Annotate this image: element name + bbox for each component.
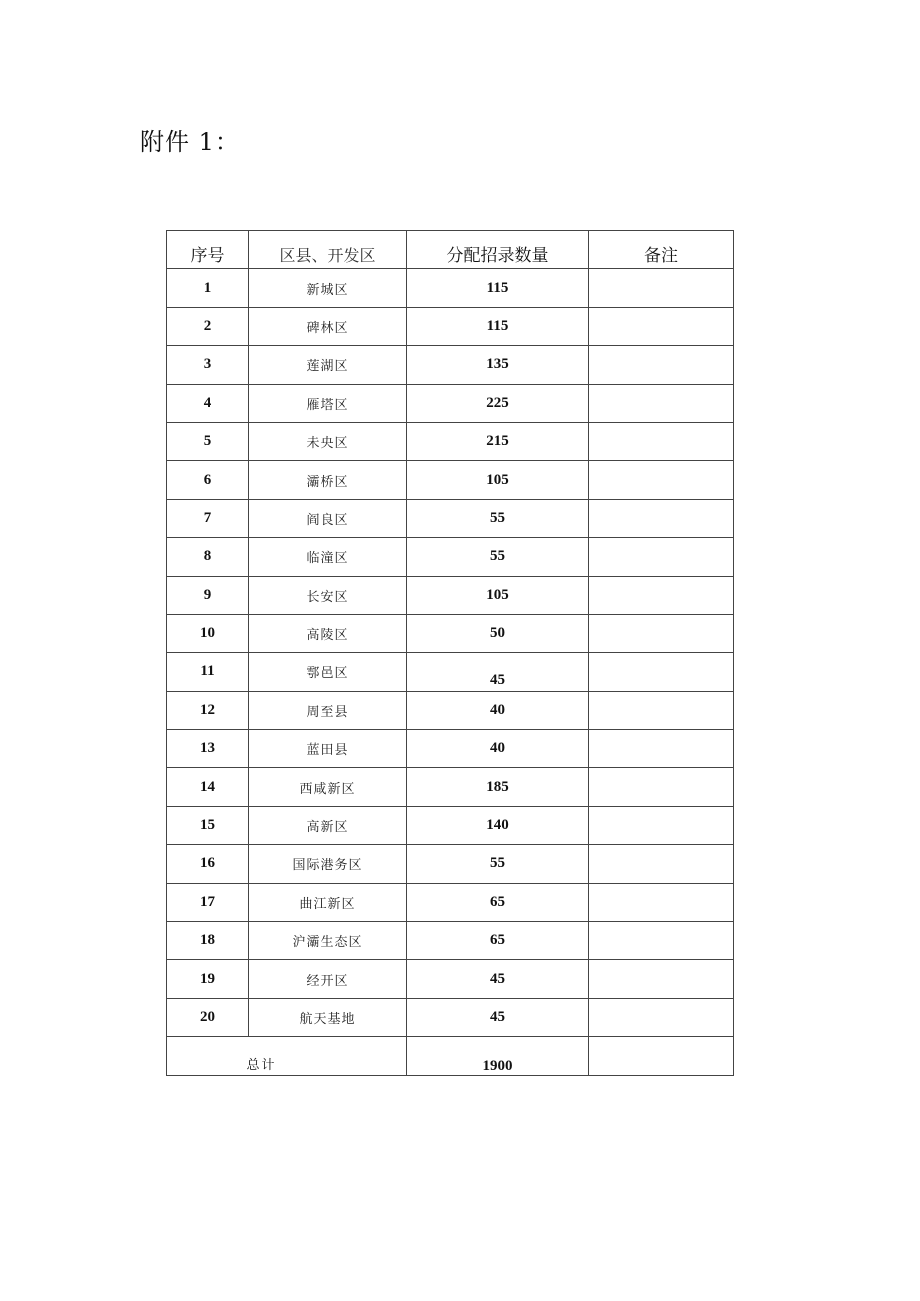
cell-remarks (589, 691, 734, 729)
cell-district: 新城区 (249, 269, 407, 307)
cell-amount: 105 (407, 461, 589, 499)
table-row (167, 269, 734, 307)
cell-seq: 12 (167, 691, 249, 729)
header-remarks: 备注 (589, 231, 734, 269)
cell-district: 碑林区 (249, 307, 407, 345)
cell-district: 西咸新区 (249, 768, 407, 806)
cell-district: 周至县 (249, 691, 407, 729)
table-row (167, 998, 734, 1036)
header-district: 区县、开发区 (249, 231, 407, 269)
cell-amount: 215 (407, 422, 589, 460)
cell-amount: 55 (407, 845, 589, 883)
cell-seq: 7 (167, 499, 249, 537)
cell-remarks (589, 269, 734, 307)
quota-table (166, 230, 734, 1076)
cell-district: 鄠邑区 (249, 653, 407, 691)
total-row (167, 1037, 734, 1075)
total-label: 总计 (167, 1037, 407, 1075)
cell-seq: 11 (167, 653, 249, 691)
table-row (167, 922, 734, 960)
cell-district: 高新区 (249, 806, 407, 844)
cell-seq: 18 (167, 922, 249, 960)
cell-seq: 15 (167, 806, 249, 844)
cell-seq: 9 (167, 576, 249, 614)
cell-remarks (589, 422, 734, 460)
header-amount: 分配招录数量 (407, 231, 589, 269)
cell-amount: 55 (407, 538, 589, 576)
cell-amount: 140 (407, 806, 589, 844)
cell-amount: 45 (407, 653, 589, 691)
cell-remarks (589, 538, 734, 576)
cell-amount: 185 (407, 768, 589, 806)
cell-district: 沪灞生态区 (249, 922, 407, 960)
cell-seq: 3 (167, 346, 249, 384)
cell-amount: 135 (407, 346, 589, 384)
cell-district: 阎良区 (249, 499, 407, 537)
cell-amount: 65 (407, 922, 589, 960)
cell-remarks (589, 653, 734, 691)
total-amount: 1900 (407, 1037, 589, 1075)
cell-district: 高陵区 (249, 614, 407, 652)
cell-amount: 50 (407, 614, 589, 652)
cell-seq: 8 (167, 538, 249, 576)
header-seq: 序号 (167, 231, 249, 269)
cell-remarks (589, 499, 734, 537)
cell-amount: 45 (407, 998, 589, 1036)
table-row (167, 422, 734, 460)
cell-district: 经开区 (249, 960, 407, 998)
cell-remarks (589, 384, 734, 422)
table-row (167, 346, 734, 384)
table-row (167, 960, 734, 998)
cell-district: 蓝田县 (249, 730, 407, 768)
cell-seq: 19 (167, 960, 249, 998)
cell-amount: 40 (407, 730, 589, 768)
cell-remarks (589, 576, 734, 614)
cell-remarks (589, 883, 734, 921)
cell-district: 曲江新区 (249, 883, 407, 921)
cell-seq: 20 (167, 998, 249, 1036)
cell-amount: 225 (407, 384, 589, 422)
cell-amount: 45 (407, 960, 589, 998)
cell-seq: 16 (167, 845, 249, 883)
table-row (167, 653, 734, 691)
table-row (167, 384, 734, 422)
cell-remarks (589, 461, 734, 499)
cell-seq: 4 (167, 384, 249, 422)
cell-district: 雁塔区 (249, 384, 407, 422)
cell-seq: 13 (167, 730, 249, 768)
table-row (167, 768, 734, 806)
cell-remarks (589, 768, 734, 806)
table-row (167, 499, 734, 537)
cell-district: 国际港务区 (249, 845, 407, 883)
cell-remarks (589, 960, 734, 998)
cell-seq: 2 (167, 307, 249, 345)
cell-district: 长安区 (249, 576, 407, 614)
cell-amount: 105 (407, 576, 589, 614)
table-row (167, 691, 734, 729)
cell-seq: 14 (167, 768, 249, 806)
total-remarks (589, 1037, 734, 1075)
cell-remarks (589, 922, 734, 960)
table-row (167, 614, 734, 652)
cell-remarks (589, 730, 734, 768)
cell-amount: 115 (407, 269, 589, 307)
cell-district: 莲湖区 (249, 346, 407, 384)
table-row (167, 538, 734, 576)
cell-seq: 1 (167, 269, 249, 307)
cell-remarks (589, 845, 734, 883)
table-row (167, 883, 734, 921)
cell-amount: 115 (407, 307, 589, 345)
cell-remarks (589, 346, 734, 384)
table-row (167, 576, 734, 614)
table-row (167, 461, 734, 499)
cell-seq: 5 (167, 422, 249, 460)
cell-district: 未央区 (249, 422, 407, 460)
attachment-heading: 附件 1： (140, 128, 240, 156)
cell-district: 航天基地 (249, 998, 407, 1036)
cell-remarks (589, 307, 734, 345)
table-row (167, 730, 734, 768)
cell-remarks (589, 806, 734, 844)
cell-amount: 55 (407, 499, 589, 537)
table-row (167, 307, 734, 345)
cell-seq: 6 (167, 461, 249, 499)
table-row (167, 806, 734, 844)
table-header-row (167, 231, 734, 269)
cell-district: 临潼区 (249, 538, 407, 576)
table-row (167, 845, 734, 883)
cell-remarks (589, 614, 734, 652)
cell-amount: 40 (407, 691, 589, 729)
cell-amount: 65 (407, 883, 589, 921)
cell-seq: 17 (167, 883, 249, 921)
cell-seq: 10 (167, 614, 249, 652)
cell-district: 灞桥区 (249, 461, 407, 499)
cell-remarks (589, 998, 734, 1036)
